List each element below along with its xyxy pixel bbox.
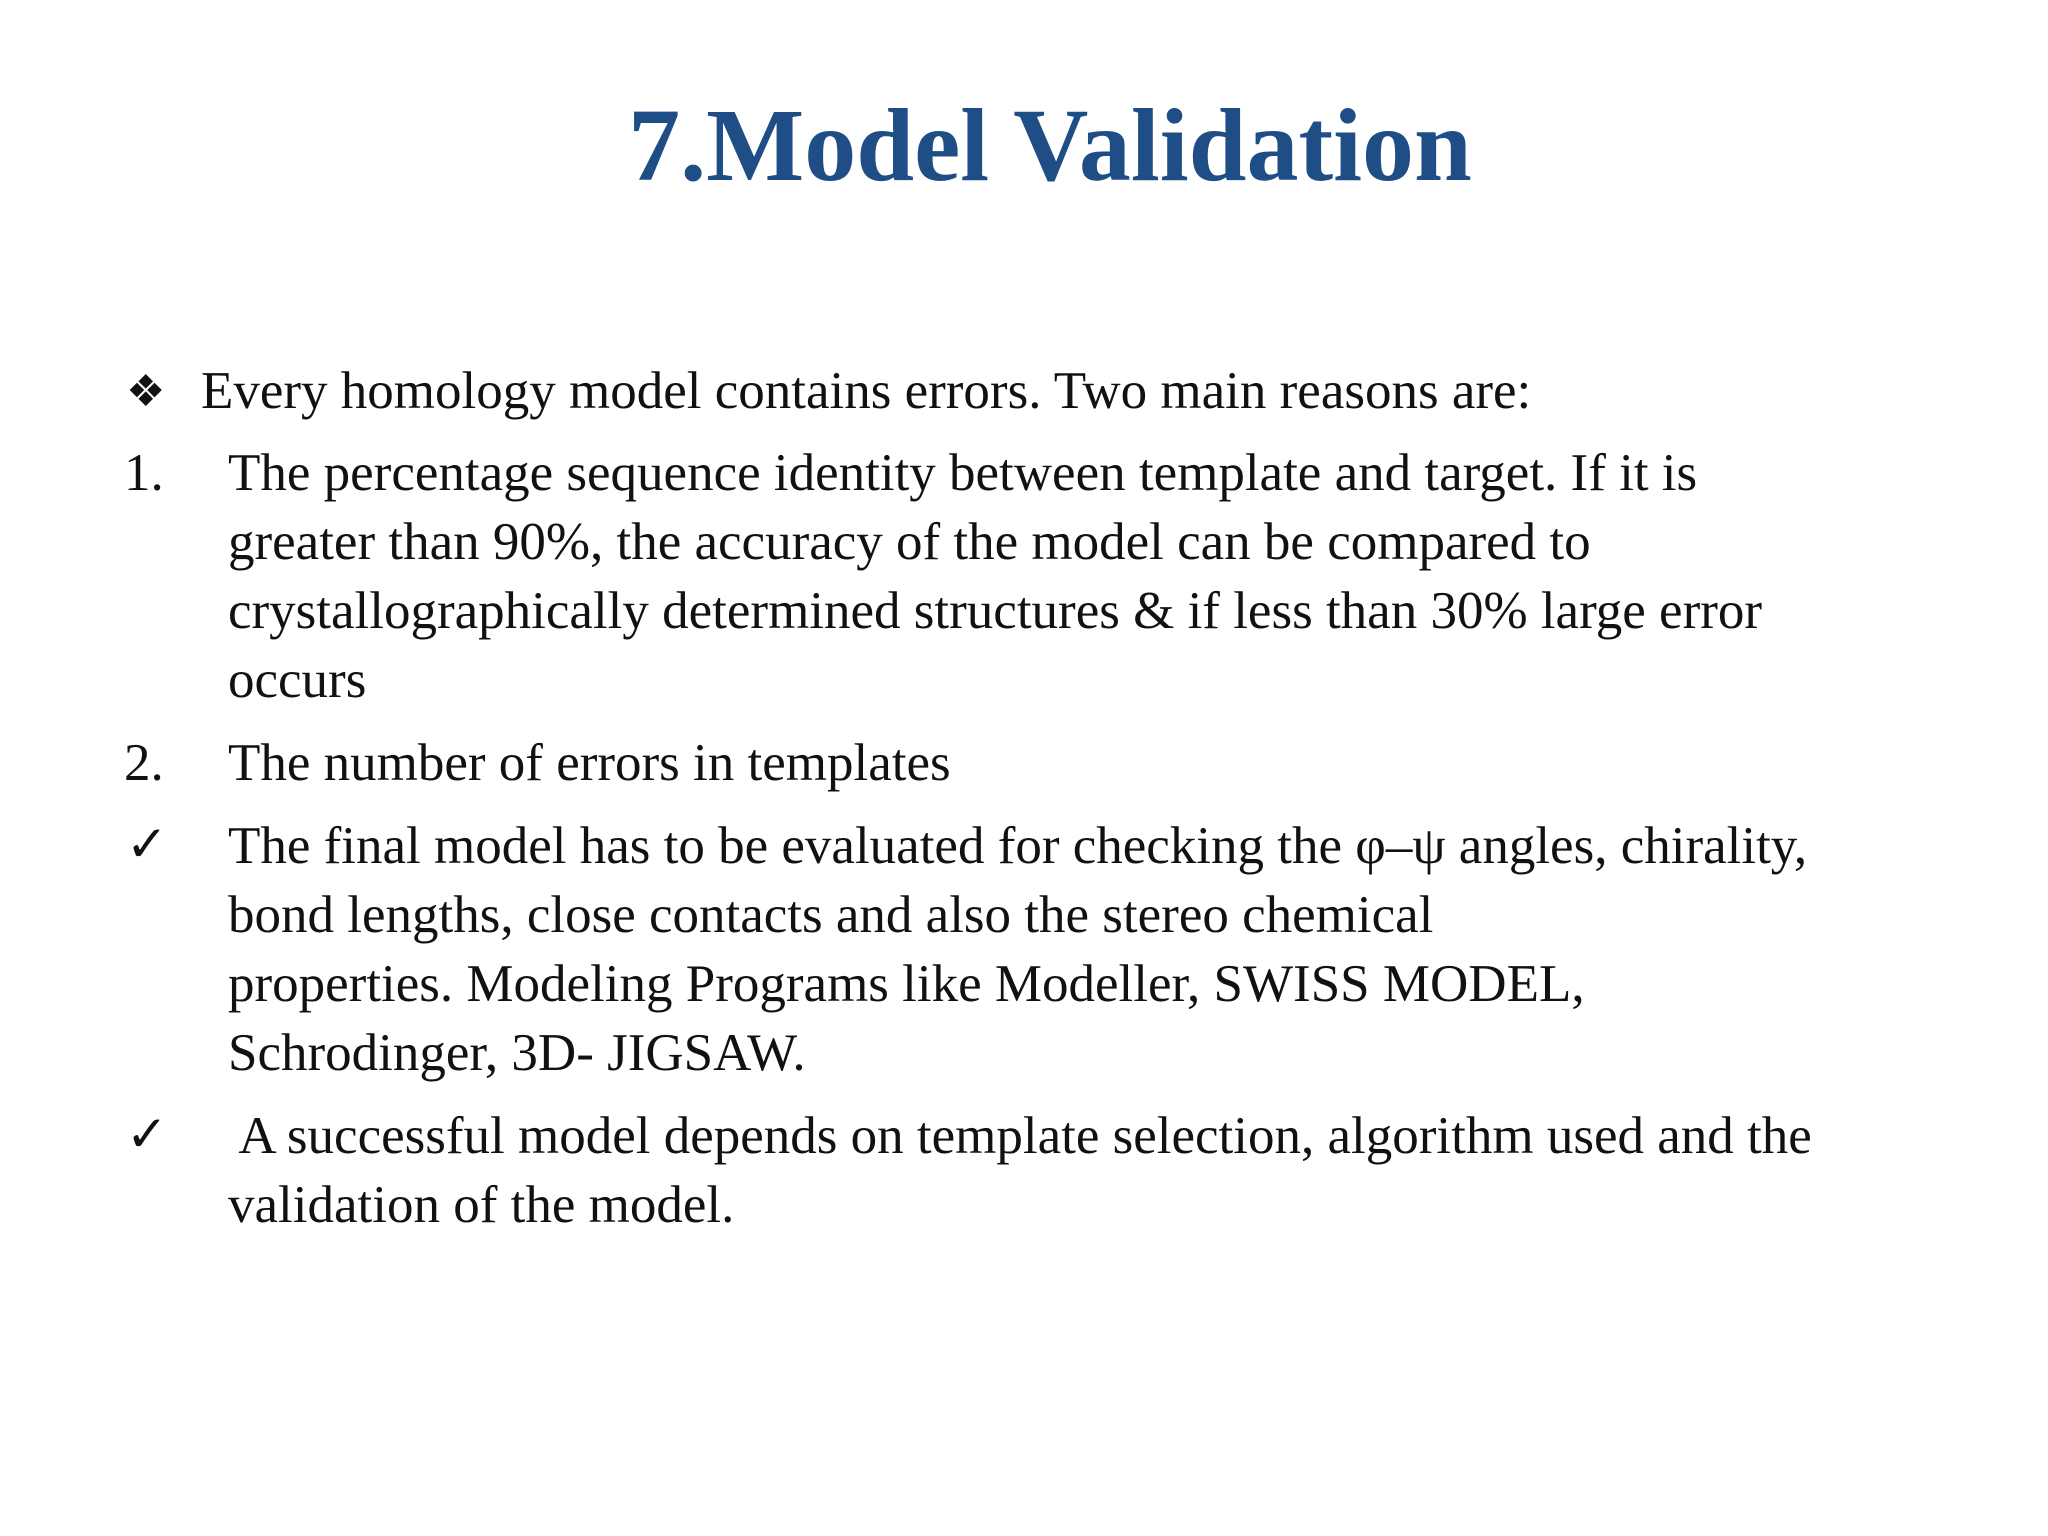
list-item-4-line-2: validation of the model. [228, 1176, 735, 1234]
list-item-1-line-2: greater than 90%, the accuracy of the model can be compared to [228, 513, 1591, 571]
list-item-3-line-2: bond lengths, close contacts and also the stereo chemical [228, 886, 1434, 944]
slide-title: 7.Model Validation [628, 88, 1472, 203]
list-item-2-line-1: The number of errors in templates [228, 734, 951, 792]
check-mark-icon: ✓ [126, 1106, 168, 1162]
list-item-1-line-4: occurs [228, 651, 367, 709]
list-marker-2: 2. [124, 734, 164, 792]
list-item-1-line-3: crystallographically determined structures & if less than 30% large error [228, 582, 1763, 640]
four-diamond-bullet-icon: ❖ [126, 367, 166, 416]
intro-text: Every homology model contains errors. Two main reasons are: [201, 362, 1532, 420]
list-item-1-line-1: The percentage sequence identity between template and target. If it is [228, 444, 1698, 502]
list-item-3-line-4: Schrodinger, 3D- JIGSAW. [228, 1024, 806, 1082]
check-mark-icon: ✓ [126, 816, 168, 872]
list-item-3-line-3: properties. Modeling Programs like Modeller, SWISS MODEL, [228, 955, 1585, 1013]
list-marker-1: 1. [124, 444, 164, 502]
list-item-4-line-1: A successful model depends on template selection, algorithm used and the [228, 1107, 1812, 1165]
list-item-3-line-1: The final model has to be evaluated for checking the φ–ψ angles, chirality, [228, 817, 1808, 875]
